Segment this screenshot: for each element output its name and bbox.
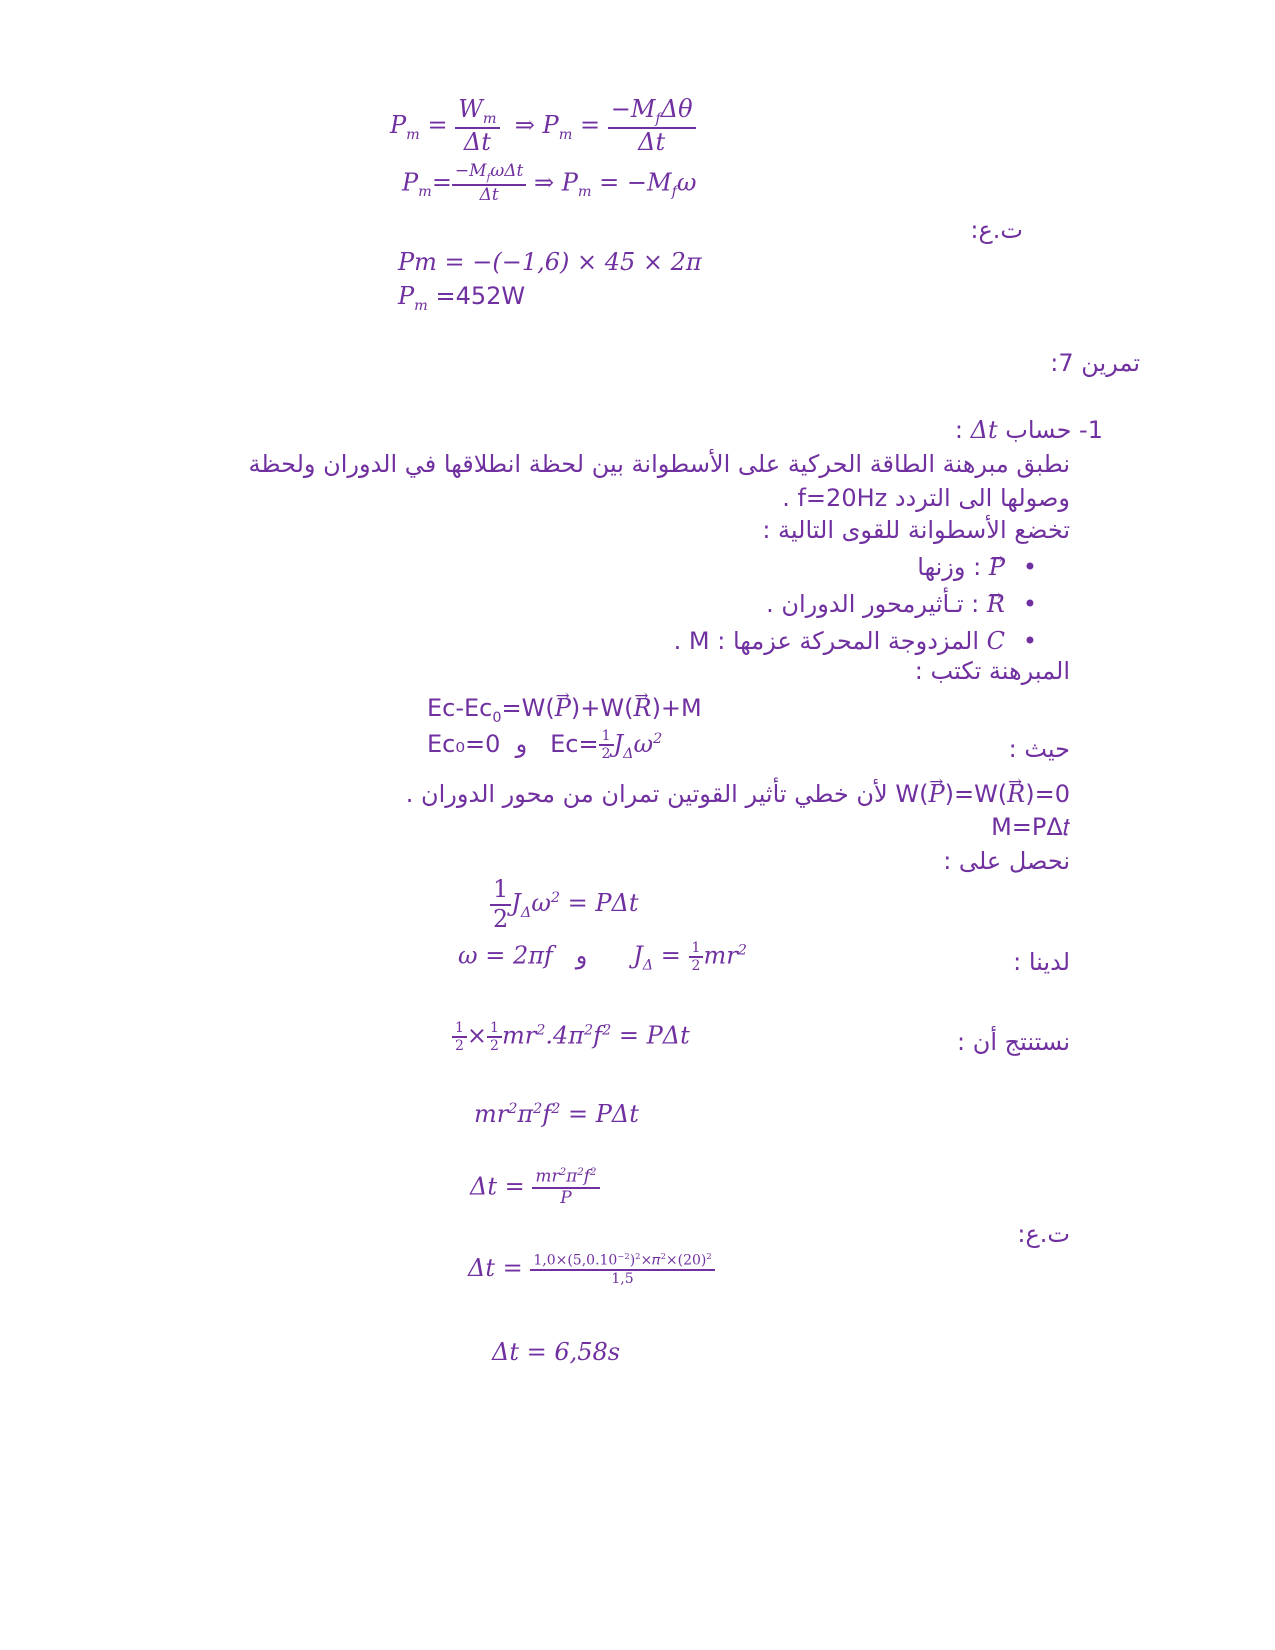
power-numeric-substitution: 𝑃𝑚 = −(−1,6) × 45 × 2𝜋	[398, 248, 702, 276]
where-label: حيث :	[1008, 735, 1070, 763]
combined-equation: $\frac{1}{2}$ × $\frac{1}{2}$ 𝑚𝑟$^2$.4𝜋$^2$𝑓$^2$ = 𝑃Δ𝑡	[452, 1020, 690, 1054]
question-1-heading: 1- حساب Δ𝑡 :	[954, 416, 1103, 444]
force-weight-label: : وزنها	[917, 553, 982, 581]
numeric-application-label-2: ت.ع:	[1017, 1220, 1070, 1248]
question-1-prefix: 1- حساب	[1005, 416, 1103, 444]
initial-kinetic-energy: Ec₀=0	[427, 730, 501, 759]
numeric-application-label: ت.ع:	[970, 216, 1023, 244]
energy-equation: $\frac{1}{2}$ 𝐽$_\Delta$𝜔$^2$ = 𝑃Δ𝑡	[490, 876, 639, 933]
and-word: و	[515, 730, 528, 759]
theorem-equation: $Ec-Ec_0=W(\to$ 𝑃)+W(→ 𝑅)+M	[427, 694, 702, 726]
forces-list	[674, 549, 1045, 660]
work-zero-explanation: لأن خطي تأثير القوتين تمران من محور الدوران .	[405, 780, 888, 808]
intro-line-2: وصولها الى التردد f=20Hz .	[782, 484, 1070, 512]
exercise-title: تمرين 7:	[1050, 349, 1140, 377]
force-reaction-label: : تـأثيرمحور الدوران .	[766, 590, 980, 618]
work-zero-line: W(→ 𝑃)=W(→ 𝑅)=0 لأن خطي تأثير القوتين تمران من محور الدوران .	[406, 780, 1070, 808]
force-item-couple: • 𝐶 المزدوجة المحركة عزمها : M .	[674, 623, 1045, 660]
we-have-label: لدينا :	[1013, 948, 1070, 976]
obtain-label: نحصل على :	[943, 847, 1070, 875]
question-1-suffix: :	[954, 416, 963, 444]
deduce-label: نستنتج أن :	[957, 1028, 1070, 1056]
power-equation-1: 𝑃$_𝑚$ = $\frac{𝑊_𝑚}{\text{Δ𝑡}}$ ⇒ 𝑃$_𝑚$ = $\frac{-𝑀_𝑓\Delta 𝜃}{\text{Δ𝑡}}$	[390, 96, 696, 157]
forces-intro: تخضع الأسطوانة للقوى التالية :	[762, 516, 1070, 544]
delta-t-substitution: Δ𝑡 = $\frac{1,0\times(5,0.10^{-2})^2\times 𝜋^2\times(20)^2}{1,5}$	[468, 1252, 715, 1287]
given-relations: 𝜔 = 2𝜋𝑓 و 𝐽$_\Delta$ = $\frac{1}{2}$ 𝑚𝑟$^2$	[458, 940, 747, 975]
force-couple-label: المزدوجة المحركة عزمها : M .	[673, 627, 979, 655]
intro-line-1: نطبق مبرهنة الطاقة الحركية على الأسطوانة بين لحظة انطلاقها في الدوران ولحظة	[248, 450, 1070, 478]
force-item-weight: • → 𝑃 : وزنها	[674, 549, 1045, 586]
theorem-label: المبرهنة تكتب :	[914, 657, 1070, 685]
theorem-equation-tail: )+M	[651, 694, 702, 722]
delta-t-result: Δ𝑡 = 6,58𝑠	[492, 1338, 621, 1366]
force-item-reaction: • → 𝑅 : تـأثيرمحور الدوران .	[674, 586, 1045, 623]
simplified-equation: 𝑚𝑟$^2$𝜋$^2$𝑓$^2$ = 𝑃Δ𝑡	[474, 1100, 639, 1128]
power-result-value: =452W	[435, 282, 526, 310]
moment-work-equation: M=PΔ𝑡	[991, 813, 1070, 841]
and-word-2: و	[575, 941, 588, 970]
power-equation-2: 𝑃$_𝑚$= $\frac{-𝑀_𝑓𝜔\Delta 𝑡}{\text{Δ𝑡}}$ ⇒ 𝑃$_𝑚$ = −𝑀$_𝑓$𝜔	[402, 161, 697, 206]
power-result: 𝑃$_𝑚$ =452W	[398, 282, 526, 314]
delta-t-formula: Δ𝑡 = $\frac{𝑚𝑟^2𝜋^2𝑓^2}{\text{𝑃}}$	[470, 1167, 600, 1209]
kinetic-energy-definitions: Ec₀=0 و Ec= $\frac{1}{2}$ 𝐽$_\Delta$𝜔$^2$	[427, 728, 663, 763]
